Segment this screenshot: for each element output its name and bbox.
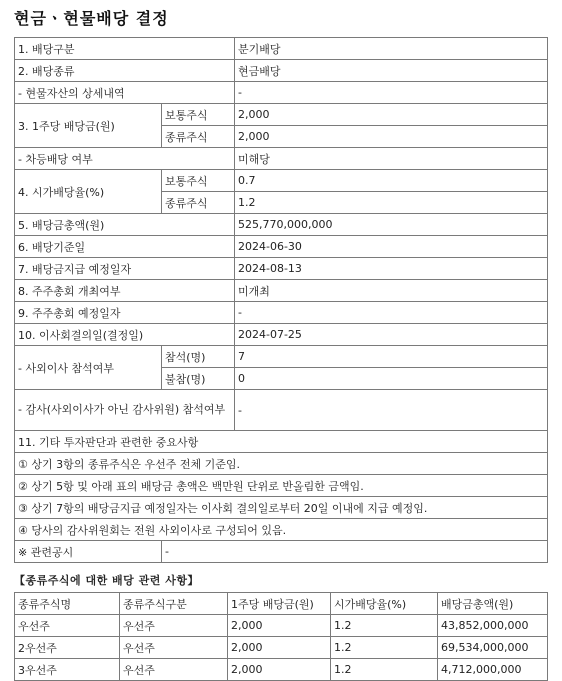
table-row [15, 431, 548, 453]
table-cell: 2우선주 [15, 637, 120, 659]
table-row [15, 104, 548, 126]
table-row [15, 170, 548, 192]
table-row [15, 280, 548, 302]
row-value: 0.7 [235, 170, 548, 192]
table-row [15, 258, 548, 280]
row-value: 1.2 [235, 192, 548, 214]
row-label: 2. 배당종류 [15, 60, 235, 82]
row-sublabel: 보통주식 [162, 170, 235, 192]
row-label: 6. 배당기준일 [15, 236, 235, 258]
note-row [15, 453, 548, 475]
table-row [15, 214, 548, 236]
row-value: 2024-07-25 [235, 324, 548, 346]
table-header-row [15, 593, 548, 615]
table-cell: 우선주 [120, 659, 228, 681]
table-row [15, 637, 548, 659]
table-cell: 우선주 [120, 615, 228, 637]
table-cell: 4,712,000,000 [438, 659, 548, 681]
row-value: 7 [235, 346, 548, 368]
row-value: - [162, 541, 548, 563]
table-row [15, 236, 548, 258]
column-header: 종류주식명 [15, 593, 120, 615]
table-row [15, 148, 548, 170]
row-value: 2024-08-13 [235, 258, 548, 280]
note-item: ② 상기 5항 및 아래 표의 배당금 총액은 백만원 단위로 반올림한 금액임. [15, 475, 548, 497]
row-sublabel: 종류주식 [162, 192, 235, 214]
table-row [15, 60, 548, 82]
row-label: 10. 이사회결의일(결정일) [15, 324, 235, 346]
row-label: 8. 주주총회 개최여부 [15, 280, 235, 302]
row-sublabel: 종류주식 [162, 126, 235, 148]
row-value: 분기배당 [235, 38, 548, 60]
row-value: - [235, 390, 548, 431]
row-value: - [235, 82, 548, 104]
note-item: ④ 당사의 감사위원회는 전원 사외이사로 구성되어 있음. [15, 519, 548, 541]
row-label: - 차등배당 여부 [15, 148, 235, 170]
table-cell: 우선주 [15, 615, 120, 637]
table-row [15, 390, 548, 431]
table-cell: 1.2 [331, 637, 438, 659]
table-row [15, 346, 548, 368]
note-item: ③ 상기 7항의 배당금지급 예정일자는 이사회 결의일로부터 20일 이내에 지급 예정임. [15, 497, 548, 519]
row-sublabel: 보통주식 [162, 104, 235, 126]
row-value: 미해당 [235, 148, 548, 170]
dividend-decision-table [14, 37, 548, 563]
column-header: 배당금총액(원) [438, 593, 548, 615]
row-label: 5. 배당금총액(원) [15, 214, 235, 236]
table-row [15, 302, 548, 324]
row-label: - 사외이사 참석여부 [15, 346, 162, 390]
row-label: 3. 1주당 배당금(원) [15, 104, 162, 148]
note-row [15, 519, 548, 541]
table-cell: 2,000 [228, 615, 331, 637]
page-title: 현금ㆍ현물배당 결정 [14, 9, 169, 28]
row-value: 2,000 [235, 126, 548, 148]
table-cell: 69,534,000,000 [438, 637, 548, 659]
table-cell: 1.2 [331, 615, 438, 637]
row-label: 7. 배당금지급 예정일자 [15, 258, 235, 280]
row-sublabel: 불참(명) [162, 368, 235, 390]
table-cell: 43,852,000,000 [438, 615, 548, 637]
section-title: 【종류주식에 대한 배당 관련 사항】 [14, 574, 199, 587]
row-value: 2,000 [235, 104, 548, 126]
row-label: 9. 주주총회 예정일자 [15, 302, 235, 324]
row-label: - 감사(사외이사가 아닌 감사위원) 참석여부 [15, 390, 235, 431]
preferred-dividend-table [14, 592, 548, 681]
note-row [15, 475, 548, 497]
column-header: 종류주식구분 [120, 593, 228, 615]
table-row [15, 324, 548, 346]
table-cell: 1.2 [331, 659, 438, 681]
table-cell: 3우선주 [15, 659, 120, 681]
row-value: 0 [235, 368, 548, 390]
column-header: 1주당 배당금(원) [228, 593, 331, 615]
row-value: - [235, 302, 548, 324]
table-row [15, 659, 548, 681]
row-label: 4. 시가배당율(%) [15, 170, 162, 214]
column-header: 시가배당율(%) [331, 593, 438, 615]
row-label: ※ 관련공시 [15, 541, 162, 563]
note-item: ① 상기 3항의 종류주식은 우선주 전체 기준임. [15, 453, 548, 475]
table-row [15, 615, 548, 637]
row-label: 1. 배당구분 [15, 38, 235, 60]
table-row [15, 38, 548, 60]
table-row [15, 541, 548, 563]
note-row [15, 497, 548, 519]
row-value: 미개최 [235, 280, 548, 302]
table-cell: 2,000 [228, 637, 331, 659]
row-sublabel: 참석(명) [162, 346, 235, 368]
row-label: 11. 기타 투자판단과 관련한 중요사항 [15, 431, 548, 453]
row-label: - 현물자산의 상세내역 [15, 82, 235, 104]
row-value: 525,770,000,000 [235, 214, 548, 236]
row-value: 현금배당 [235, 60, 548, 82]
table-row [15, 82, 548, 104]
table-cell: 우선주 [120, 637, 228, 659]
table-cell: 2,000 [228, 659, 331, 681]
row-value: 2024-06-30 [235, 236, 548, 258]
